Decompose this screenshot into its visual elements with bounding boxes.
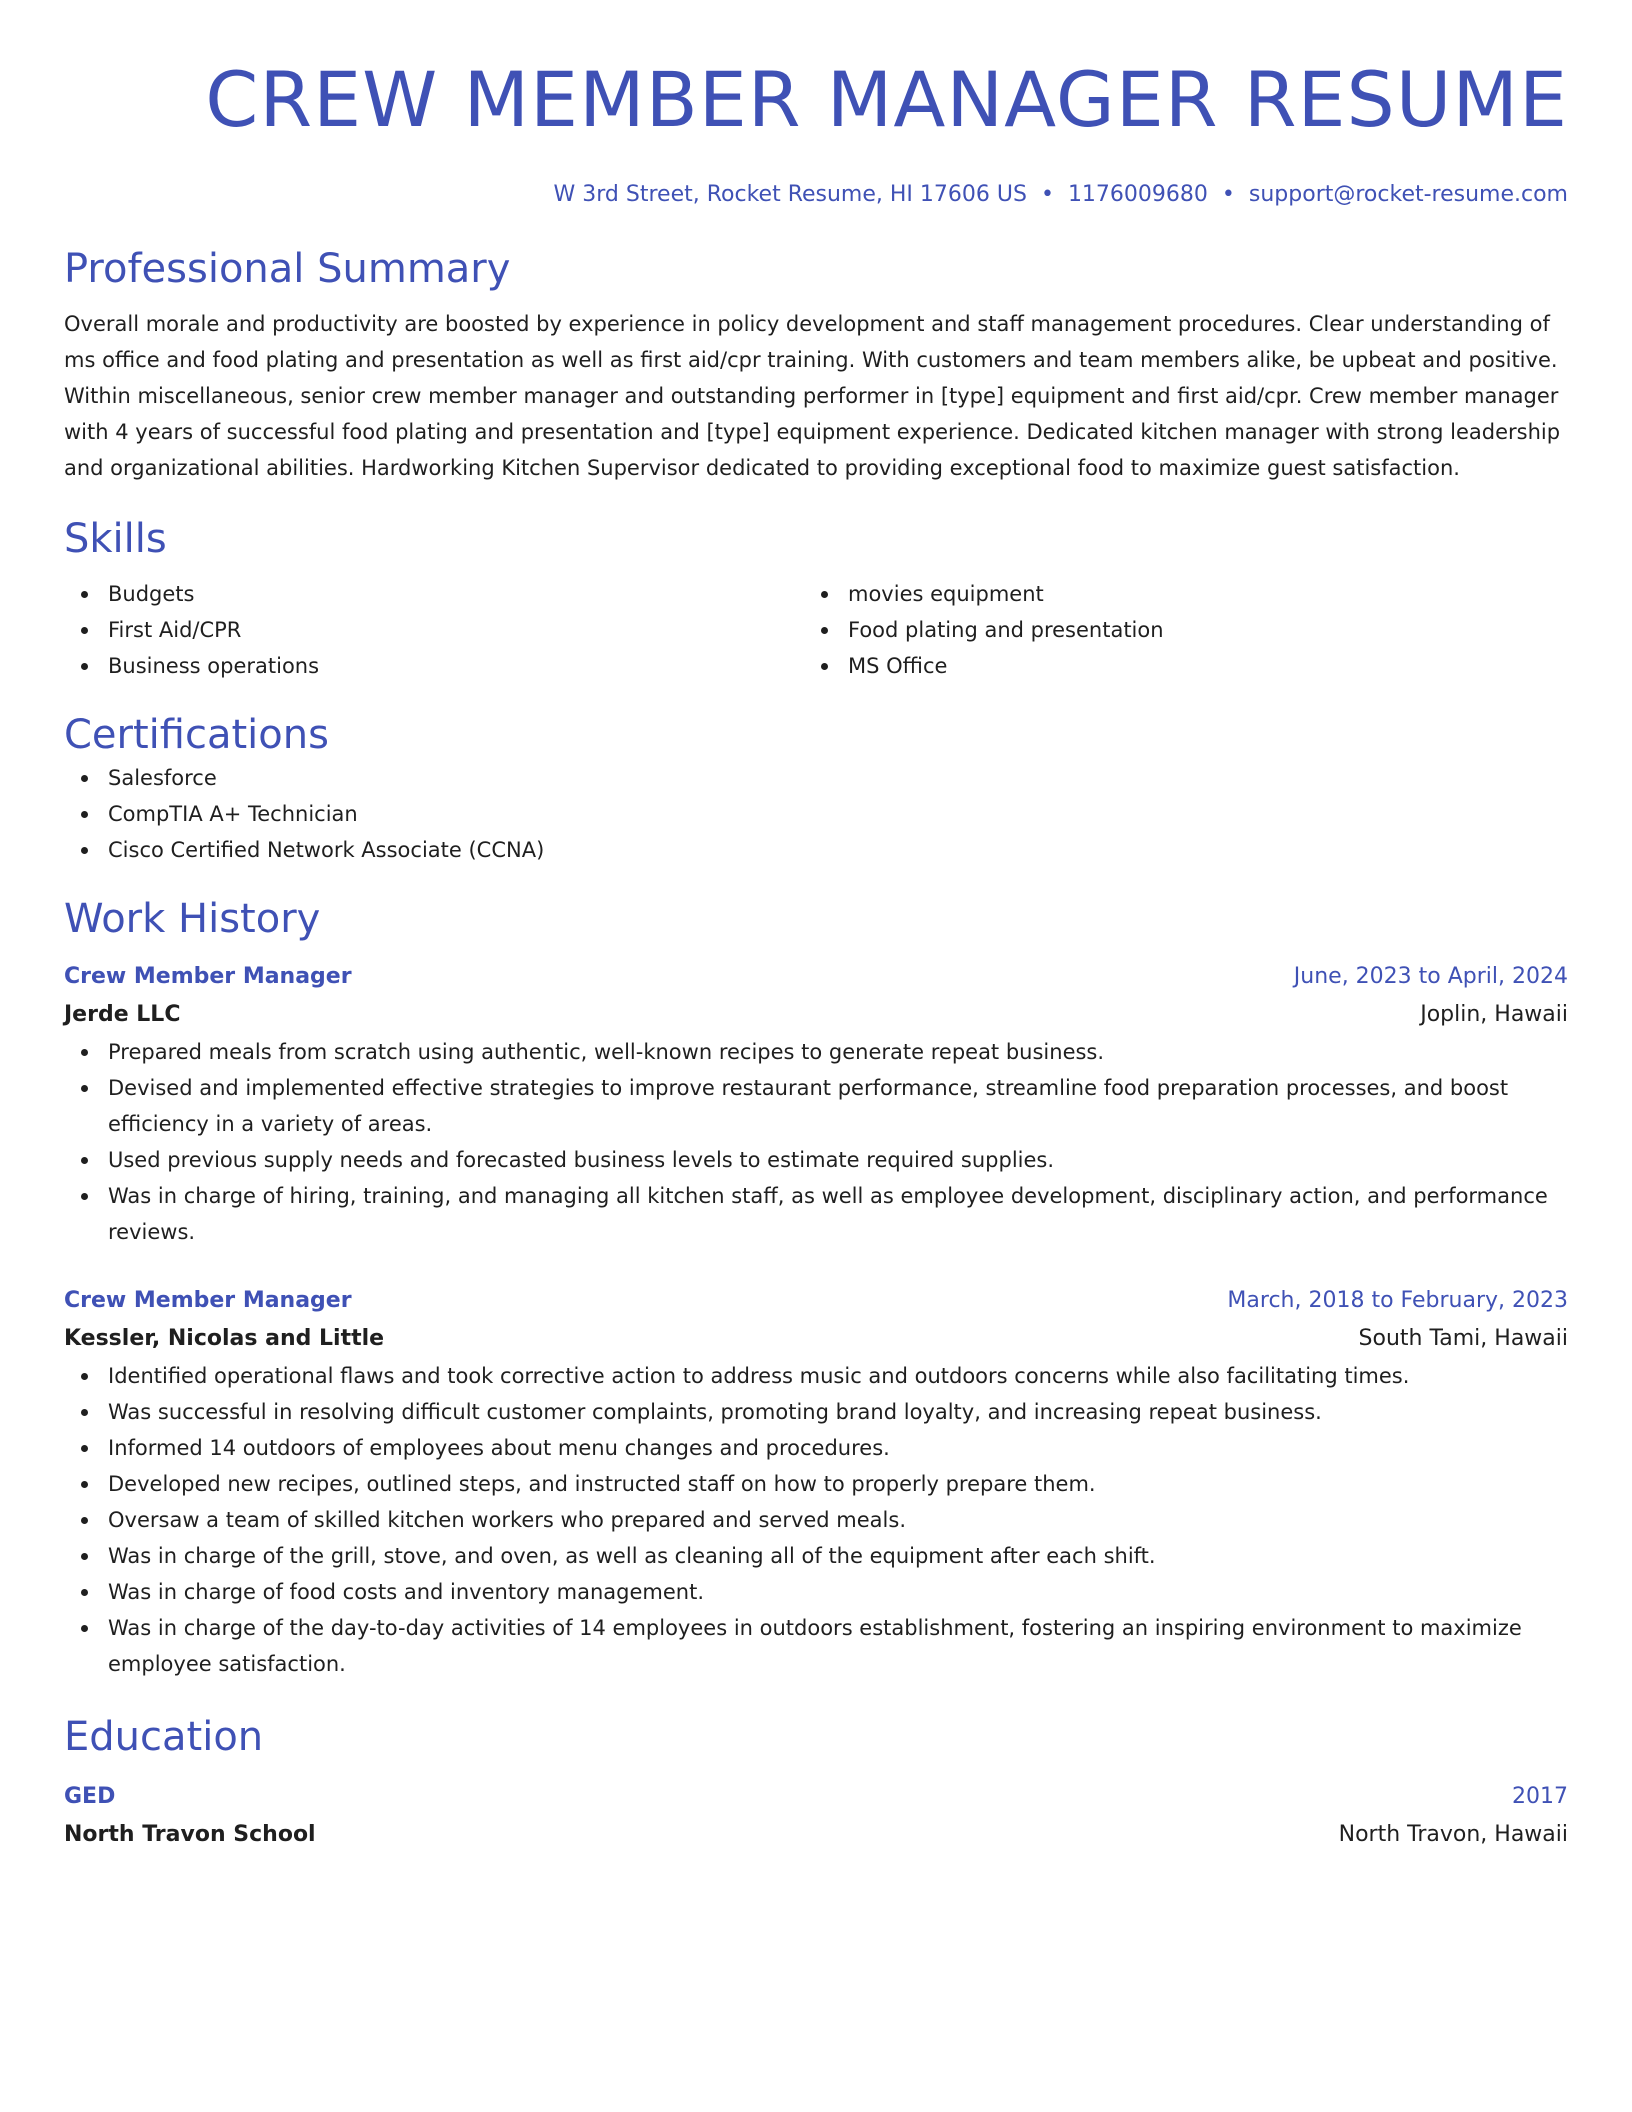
skill-item: Food plating and presentation (804, 612, 1544, 648)
skill-item: First Aid/CPR (64, 612, 804, 648)
certifications-heading: Certifications (64, 712, 329, 758)
contact-separator: • (1040, 182, 1054, 207)
certification-item: Cisco Certified Network Associate (CCNA) (64, 832, 1568, 868)
job-bullet: Was in charge of food costs and inventory management. (64, 1574, 1568, 1610)
contact-separator: • (1221, 182, 1235, 207)
job-location: Joplin, Hawaii (1420, 1002, 1568, 1027)
education-subheader (64, 1816, 1568, 1854)
job-subheader (64, 1320, 1568, 1358)
job-company: Kessler, Nicolas and Little (64, 1326, 385, 1351)
job-bullet: Devised and implemented effective strategies to improve restaurant performance, streamline food preparation processes, and boost efficiency in a variety of areas. (64, 1070, 1568, 1142)
resume-title: CREW MEMBER MANAGER RESUME (205, 55, 1568, 144)
job-bullet: Identified operational flaws and took corrective action to address music and outdoors concerns while also facilitating times. (64, 1358, 1568, 1394)
job-dates: March, 2018 to February, 2023 (1227, 1288, 1568, 1313)
job-bullet: Prepared meals from scratch using authentic, well-known recipes to generate repeat business. (64, 1034, 1568, 1070)
job-bullet: Used previous supply needs and forecasted business levels to estimate required supplies. (64, 1142, 1568, 1178)
job-dates: June, 2023 to April, 2024 (1293, 964, 1568, 989)
skills-list-right (804, 576, 1544, 684)
job-bullet: Developed new recipes, outlined steps, and instructed staff on how to properly prepare them. (64, 1466, 1568, 1502)
job-bullets (64, 1034, 1568, 1250)
education-header (64, 1778, 1568, 1816)
certifications-list (64, 760, 1568, 868)
job-bullet: Oversaw a team of skilled kitchen workers who prepared and served meals. (64, 1502, 1568, 1538)
skills-columns (64, 576, 1568, 684)
education-year: 2017 (1512, 1784, 1568, 1809)
job-bullet: Informed 14 outdoors of employees about menu changes and procedures. (64, 1430, 1568, 1466)
education-degree: GED (64, 1784, 116, 1809)
job-role: Crew Member Manager (64, 1288, 352, 1313)
job-entry (64, 1282, 1568, 1682)
job-company: Jerde LLC (64, 1002, 181, 1027)
skill-item: MS Office (804, 648, 1544, 684)
education-location: North Travon, Hawaii (1338, 1822, 1568, 1847)
contact-line (64, 180, 1568, 210)
summary-heading: Professional Summary (64, 246, 511, 292)
contact-address: W 3rd Street, Rocket Resume, HI 17606 US (553, 182, 1027, 207)
skill-item: Business operations (64, 648, 804, 684)
job-bullet: Was successful in resolving difficult customer complaints, promoting brand loyalty, and increasing repeat business. (64, 1394, 1568, 1430)
education-heading: Education (64, 1714, 264, 1760)
skill-item: Budgets (64, 576, 804, 612)
job-bullet: Was in charge of the grill, stove, and oven, as well as cleaning all of the equipment after each shift. (64, 1538, 1568, 1574)
education-school: North Travon School (64, 1822, 316, 1847)
job-header (64, 958, 1568, 996)
contact-email: support@rocket-resume.com (1248, 182, 1568, 207)
certification-item: CompTIA A+ Technician (64, 796, 1568, 832)
job-bullets (64, 1358, 1568, 1682)
job-header (64, 1282, 1568, 1320)
job-bullet: Was in charge of hiring, training, and managing all kitchen staff, as well as employee development, disciplinary action, and performance reviews. (64, 1178, 1568, 1250)
work-history-heading: Work History (64, 896, 321, 942)
skills-list-left (64, 576, 804, 684)
education-entry (64, 1778, 1568, 1854)
contact-phone: 1176009680 (1067, 182, 1208, 207)
job-bullet: Was in charge of the day-to-day activities of 14 employees in outdoors establishment, fostering an inspiring environment to maximize employee satisfaction. (64, 1610, 1568, 1682)
skills-heading: Skills (64, 516, 167, 562)
job-subheader (64, 996, 1568, 1034)
job-location: South Tami, Hawaii (1358, 1326, 1568, 1351)
certification-item: Salesforce (64, 760, 1568, 796)
job-entry (64, 958, 1568, 1250)
summary-text: Overall morale and productivity are boosted by experience in policy development and staff management procedures. Clear understanding of ms office and food plating and presentation as well as first aid/cpr training. With customers and team members alike, be upbeat and positive. Within miscellaneous, senior crew member manager and outstanding performer in [type] equipment and first aid/cpr. Crew member manager with 4 years of successful food plating and presentation and [type] equipment experience. Dedicated kitchen manager with strong leadership and organizational abilities. Hardworking Kitchen Supervisor dedicated to providing exceptional food to maximize guest satisfaction. (64, 312, 1561, 480)
skill-item: movies equipment (804, 576, 1544, 612)
job-role: Crew Member Manager (64, 964, 352, 989)
